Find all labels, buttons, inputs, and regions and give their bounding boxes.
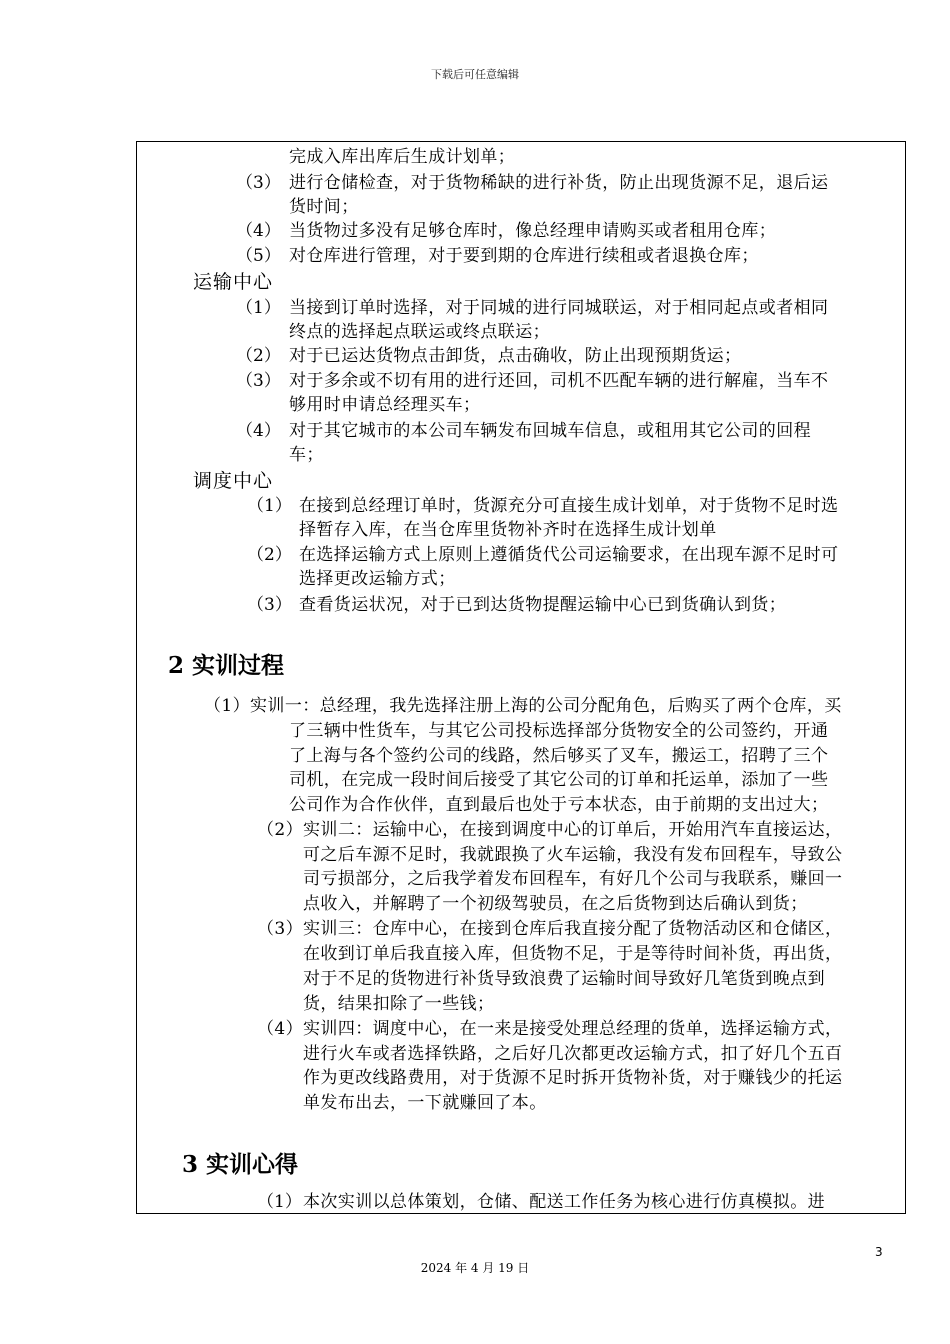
text-line: 作为更改线路费用，对于货源不足时拆开货物补货，对于赚钱少的托运 xyxy=(303,1068,843,1088)
item-number: （5） xyxy=(236,246,281,266)
text-line: 对于其它城市的本公司车辆发布回城车信息，或租用其它公司的回程 xyxy=(289,421,811,441)
text-line: （4）实训四：调度中心，在一来是接受处理总经理的货单，选择运输方式， xyxy=(257,1019,843,1039)
text-line: 货，结果扣除了一些钱； xyxy=(303,994,495,1014)
text-line: 司机，在完成一段时间后接受了其它公司的订单和托运单，添加了一些 xyxy=(289,770,829,790)
text-line: 可之后车源不足时，我就跟换了火车运输，我没有发布回程车，导致公 xyxy=(303,845,843,865)
section-heading: 2 实训过程 xyxy=(168,652,285,679)
text-line: 货时间； xyxy=(289,197,359,217)
item-number: （4） xyxy=(236,421,281,441)
text-line: 单发布出去，一下就赚回了本。 xyxy=(303,1093,547,1113)
text-line: 在选择运输方式上原则上遵循货代公司运输要求，在出现车源不足时可 xyxy=(299,545,839,565)
text-line: 对仓库进行管理，对于要到期的仓库进行续租或者退换仓库； xyxy=(289,246,759,266)
text-line: （1）实训一：总经理，我先选择注册上海的公司分配角色，后购买了两个仓库，买 xyxy=(204,696,842,716)
transport-center-title: 运输中心 xyxy=(193,271,274,293)
text-line: 当接到订单时选择，对于同城的进行同城联运，对于相同起点或者相同 xyxy=(289,298,829,318)
text-line: 择暂存入库，在当仓库里货物补齐时在选择生成计划单 xyxy=(299,520,717,540)
page-number: 3 xyxy=(875,1245,883,1259)
text-line: 本次实训以总体策划，仓储、配送工作任务为核心进行仿真模拟。进 xyxy=(303,1192,825,1212)
text-line: 对于多余或不切有用的进行还回，司机不匹配车辆的进行解雇，当车不 xyxy=(289,371,829,391)
text-line: 在收到订单后我直接入库，但货物不足，于是等待时间补货，再出货， xyxy=(303,944,843,964)
text-line: 了上海与各个签约公司的线路，然后够买了叉车，搬运工，招聘了三个 xyxy=(289,746,829,766)
text-line: 查看货运状况，对于已到达货物提醒运输中心已到货确认到货； xyxy=(299,595,787,615)
item-number: （1） xyxy=(247,496,292,516)
text-line: 进行火车或者选择铁路，之后好几次都更改运输方式，扣了好几个五百 xyxy=(303,1044,843,1064)
item-number: （3） xyxy=(236,173,281,193)
text-line: 在接到总经理订单时，货源充分可直接生成计划单，对于货物不足时选 xyxy=(299,496,839,516)
text-line: 终点的选择起点联运或终点联运； xyxy=(289,322,550,342)
item-number: （1） xyxy=(257,1192,302,1212)
text-line: 对于不足的货物进行补货导致浪费了运输时间导致好几笔货到晚点到 xyxy=(303,969,825,989)
item-number: （3） xyxy=(236,371,281,391)
item-number: （1） xyxy=(236,298,281,318)
text-line: （2）实训二：运输中心，在接到调度中心的订单后，开始用汽车直接运达， xyxy=(257,820,843,840)
text-line: 选择更改运输方式； xyxy=(299,569,456,589)
dispatch-center-title: 调度中心 xyxy=(193,470,274,492)
header-note: 下载后可任意编辑 xyxy=(431,68,519,81)
footer-date: 2024 年 4 月 19 日 xyxy=(420,1261,530,1275)
text-line: 进行仓储检查，对于货物稀缺的进行补货，防止出现货源不足，退后运 xyxy=(289,173,829,193)
item-number: （2） xyxy=(236,346,281,366)
item-number: （4） xyxy=(236,221,281,241)
text-line: 当货物过多没有足够仓库时，像总经理申请购买或者租用仓库； xyxy=(289,221,777,241)
section-heading: 3 实训心得 xyxy=(182,1151,299,1178)
item-number: （2） xyxy=(247,545,292,565)
text-line: 对于已运达货物点击卸货，点击确收，防止出现预期货运； xyxy=(289,346,742,366)
text-line: 完成入库出库后生成计划单； xyxy=(289,147,516,167)
text-line: 车； xyxy=(289,445,324,465)
text-line: （3）实训三：仓库中心，在接到仓库后我直接分配了货物活动区和仓储区， xyxy=(257,919,843,939)
text-line: 点收入，并解聘了一个初级驾驶员，在之后货物到达后确认到货； xyxy=(303,894,808,914)
text-line: 公司作为合作伙伴，直到最后也处于亏本状态，由于前期的支出过大； xyxy=(289,795,829,815)
item-number: （3） xyxy=(247,595,292,615)
text-line: 司亏损部分，之后我学着发布回程车，有好几个公司与我联系，赚回一 xyxy=(303,869,843,889)
text-line: 够用时申请总经理买车； xyxy=(289,395,481,415)
text-line: 了三辆中性货车，与其它公司投标选择部分货物安全的公司签约，开通 xyxy=(289,721,829,741)
